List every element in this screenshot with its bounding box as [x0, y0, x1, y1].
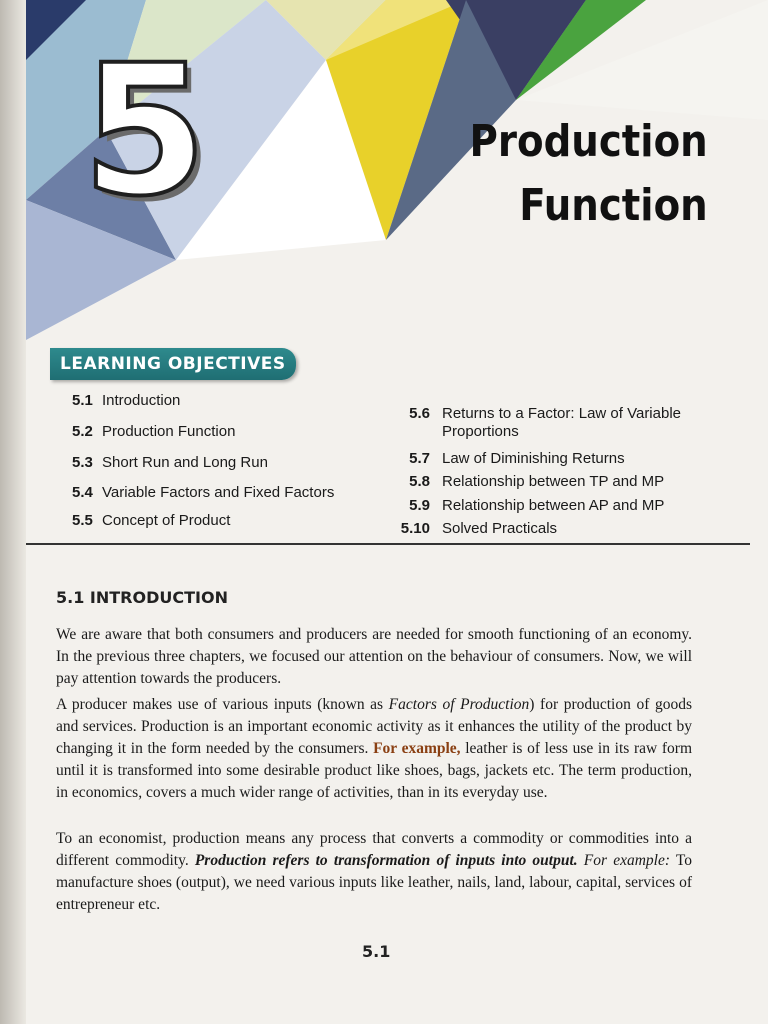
objective-item — [72, 512, 230, 529]
objective-text: Variable Factors and Fixed Factors — [102, 484, 335, 501]
objective-item — [390, 405, 682, 441]
page-number: 5.1 — [362, 942, 391, 961]
paragraph-3 — [56, 828, 692, 916]
objective-text: Introduction — [102, 392, 181, 409]
paragraph-2 — [56, 694, 692, 804]
objective-text: Relationship between AP and MP — [442, 497, 665, 514]
objective-item — [72, 392, 180, 409]
objective-item — [72, 423, 235, 440]
paragraph-3-definition: Production refers to transformation of inputs into output. — [194, 852, 578, 869]
section-heading: 5.1 INTRODUCTION — [56, 588, 228, 607]
book-gutter — [0, 0, 26, 1024]
objective-item — [390, 497, 682, 515]
objective-text: Relationship between TP and MP — [442, 473, 665, 490]
paragraph-3-part: To manufacture shoes (output), we need various inputs like leather, nails, land, labour, capital, services of entrepreneur etc. — [56, 852, 692, 913]
objective-item — [72, 484, 334, 501]
objective-text: Production Function — [102, 423, 236, 440]
paragraph-2-part: leather is of less use in its raw form until it is transformed into some desirable product like shoes, bags, jackets etc. The term production, in economics, covers a much wider range of activities, than in its everyday use. — [56, 740, 692, 801]
objective-text: Returns to a Factor: Law of Variable Proportions — [442, 405, 682, 440]
objective-number: 5.6 — [409, 405, 430, 422]
paragraph-2-highlight: For example, — [373, 740, 461, 757]
objective-number: 5.7 — [409, 450, 430, 467]
chapter-title-line-2: Function — [519, 180, 708, 231]
objective-number: 5.3 — [72, 454, 93, 471]
objective-number: 5.5 — [72, 512, 93, 529]
paragraph-2-part: A producer makes use of various inputs (known as — [56, 696, 389, 713]
objective-text: Law of Diminishing Returns — [442, 450, 625, 467]
objective-item — [72, 454, 268, 471]
section-divider — [26, 543, 750, 545]
chapter-title-line-1: Production — [469, 116, 708, 167]
chapter-title — [470, 110, 708, 238]
objective-text: Short Run and Long Run — [102, 454, 268, 471]
objective-item — [390, 520, 682, 538]
objective-text: Solved Practicals — [442, 520, 558, 537]
objective-number: 5.4 — [72, 484, 93, 501]
objective-item — [390, 473, 682, 491]
objective-number: 5.8 — [409, 473, 430, 490]
paragraph-3-italic: For example: — [583, 852, 670, 869]
paragraph-2-italic: Factors of Production — [388, 696, 530, 713]
paragraph-1: We are aware that both consumers and producers are needed for smooth functioning of an economy. In the previous three chapters, we focused our attention on the behaviour of consumers. Now, we will pay attention towards the producers. — [56, 626, 692, 687]
chapter-number: 5 — [82, 27, 208, 236]
paragraph-3-part: To an economist, production means any process that converts a commodity or commodities into a different commodity. — [56, 830, 692, 869]
textbook-page — [26, 0, 768, 1024]
objective-number: 5.10 — [400, 520, 430, 537]
objective-number: 5.9 — [409, 497, 430, 514]
objective-number: 5.1 — [72, 392, 93, 409]
objective-number: 5.2 — [72, 423, 93, 440]
learning-objectives-badge: LEARNING OBJECTIVES — [50, 348, 296, 380]
objective-item — [390, 450, 682, 468]
paragraph-2-part: ) for production of goods and services. Production is an important economic activity as it enhances the utility of the product by changing it in the form needed by the consumers. — [56, 696, 692, 757]
objective-text: Concept of Product — [102, 512, 231, 529]
